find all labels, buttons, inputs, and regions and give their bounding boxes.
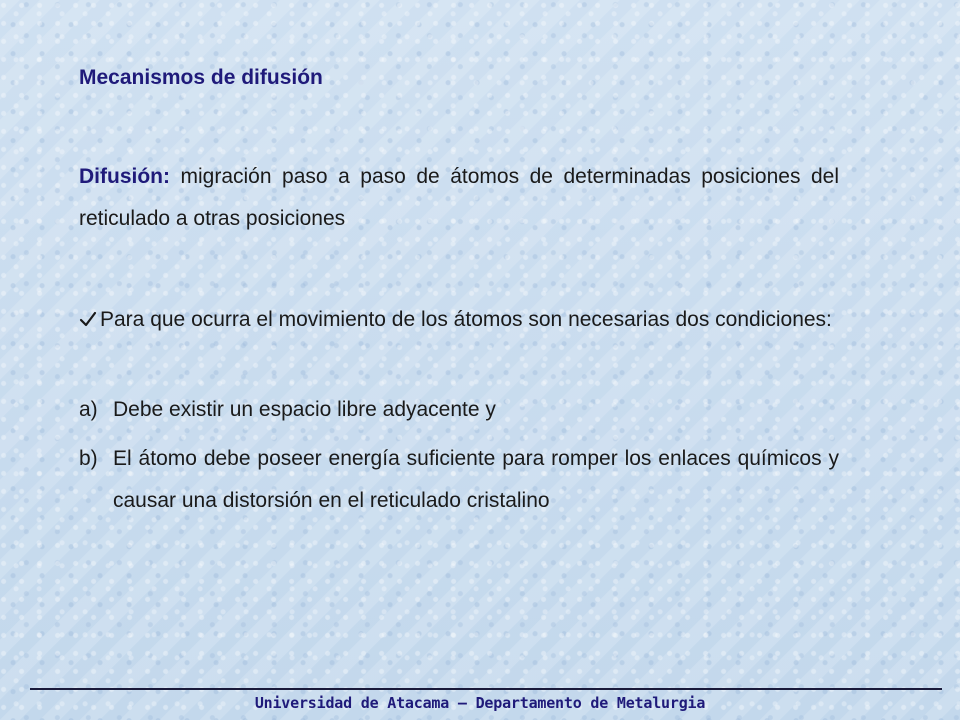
- definition-text: migración paso a paso de átomos de determinadas posiciones del reticulado a otras posiciones: [79, 165, 839, 230]
- check-icon: [79, 301, 97, 319]
- list-item: [79, 438, 839, 522]
- slide-title: Mecanismos de difusión: [79, 66, 323, 89]
- list-marker: a): [79, 398, 98, 421]
- list-item-text: Debe existir un espacio libre adyacente y: [113, 398, 496, 421]
- definition-paragraph: [79, 156, 839, 240]
- conditions-intro-text: Para que ocurra el movimiento de los átomos son necesarias dos condiciones:: [100, 308, 832, 331]
- list-marker: b): [79, 447, 98, 470]
- definition-term: Difusión:: [79, 165, 170, 188]
- list-item-text: El átomo debe poseer energía suficiente para romper los enlaces químicos y causar una distorsión en el reticulado cristalino: [113, 447, 839, 512]
- footer-text: Universidad de Atacama – Departamento de Metalurgia: [254, 694, 706, 712]
- footer-divider: [30, 688, 942, 690]
- list-item: [79, 389, 839, 431]
- conditions-intro: [79, 299, 839, 341]
